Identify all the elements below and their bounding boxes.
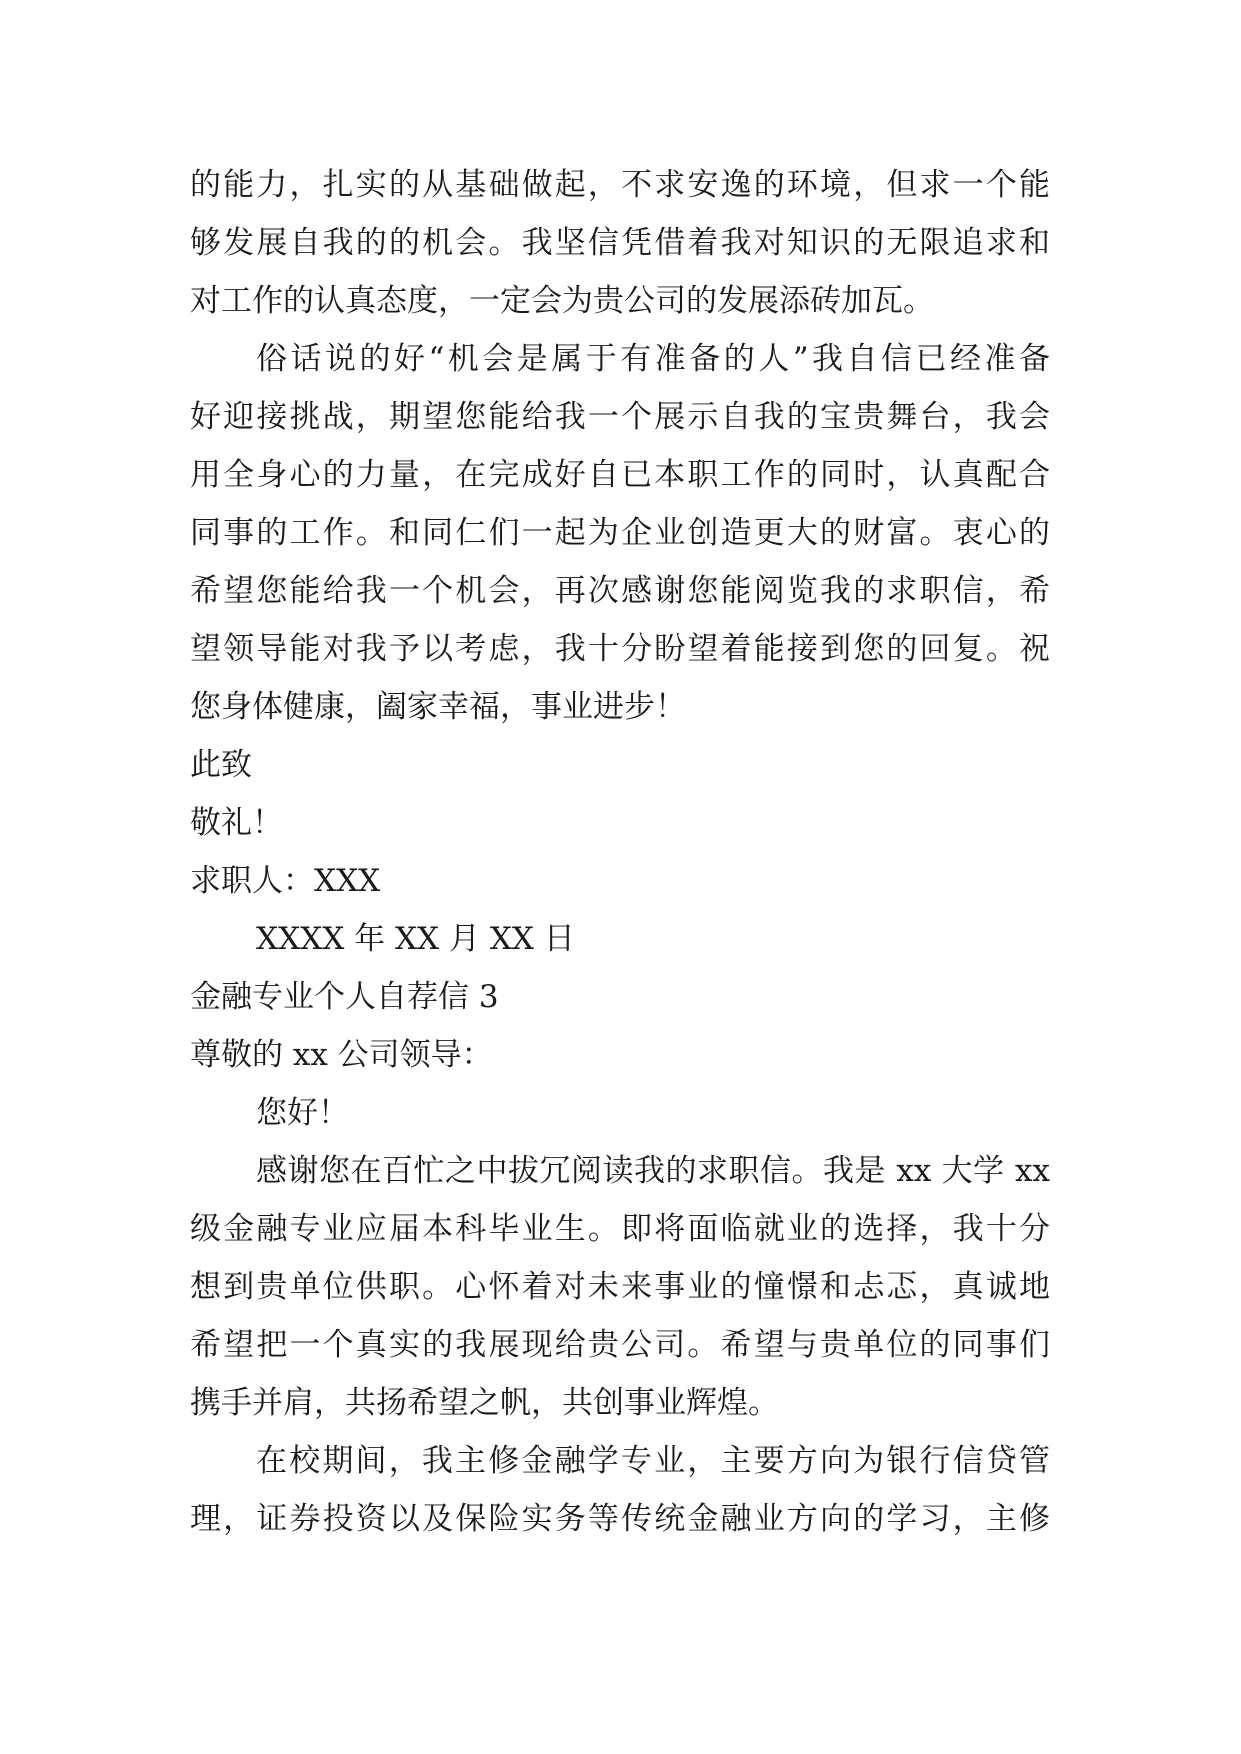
- body-text-line: 希望您能给我一个机会，再次感谢您能阅览我的求职信，希: [190, 573, 1050, 609]
- letter-addressee: 尊敬的 xx 公司领导：: [190, 1037, 493, 1073]
- paragraph-first-line: 在校期间，我主修金融学专业，主要方向为银行信贷管: [256, 1443, 1050, 1479]
- body-text-line: 理，证券投资以及保险实务等传统金融业方向的学习，主修: [190, 1501, 1050, 1537]
- body-text-line: 想到贵单位供职。心怀着对未来事业的憧憬和忐忑，真诚地: [190, 1269, 1050, 1305]
- paragraph-first-line: 感谢您在百忙之中拔冗阅读我的求职信。我是 xx 大学 xx: [256, 1153, 1050, 1189]
- closing-regards: 敬礼！: [190, 805, 283, 841]
- body-text-line: 的能力，扎实的从基础做起，不求安逸的环境，但求一个能: [190, 167, 1050, 203]
- body-text-line: 用全身心的力量，在完成好自已本职工作的同时，认真配合: [190, 457, 1050, 493]
- closing-salutation: 此致: [190, 747, 252, 783]
- body-text-line: 同事的工作。和同仁们一起为企业创造更大的财富。衷心的: [190, 515, 1050, 551]
- body-text-line: 希望把一个真实的我展现给贵公司。希望与贵单位的同事们: [190, 1327, 1050, 1363]
- paragraph-first-line: 俗话说的好“机会是属于有准备的人”我自信已经准备: [256, 341, 1050, 377]
- section-title: 金融专业个人自荐信 3: [190, 979, 499, 1015]
- letter-greeting: 您好！: [256, 1095, 349, 1131]
- body-text-line: 够发展自我的的机会。我坚信凭借着我对知识的无限追求和: [190, 225, 1050, 261]
- signature-date: XXXX 年 XX 月 XX 日: [256, 921, 575, 957]
- body-text-line: 级金融专业应届本科毕业生。即将面临就业的选择，我十分: [190, 1211, 1050, 1247]
- body-text-line: 好迎接挑战，期望您能给我一个展示自我的宝贵舞台，我会: [190, 399, 1050, 435]
- signature-applicant: 求职人：XXX: [190, 863, 381, 899]
- body-text-line: 您身体健康，阖家幸福，事业进步！: [190, 689, 686, 725]
- body-text-line: 对工作的认真态度，一定会为贵公司的发展添砖加瓦。: [190, 283, 934, 319]
- body-text-line: 望领导能对我予以考虑，我十分盼望着能接到您的回复。祝: [190, 631, 1050, 667]
- body-text-line: 携手并肩，共扬希望之帆，共创事业辉煌。: [190, 1385, 779, 1421]
